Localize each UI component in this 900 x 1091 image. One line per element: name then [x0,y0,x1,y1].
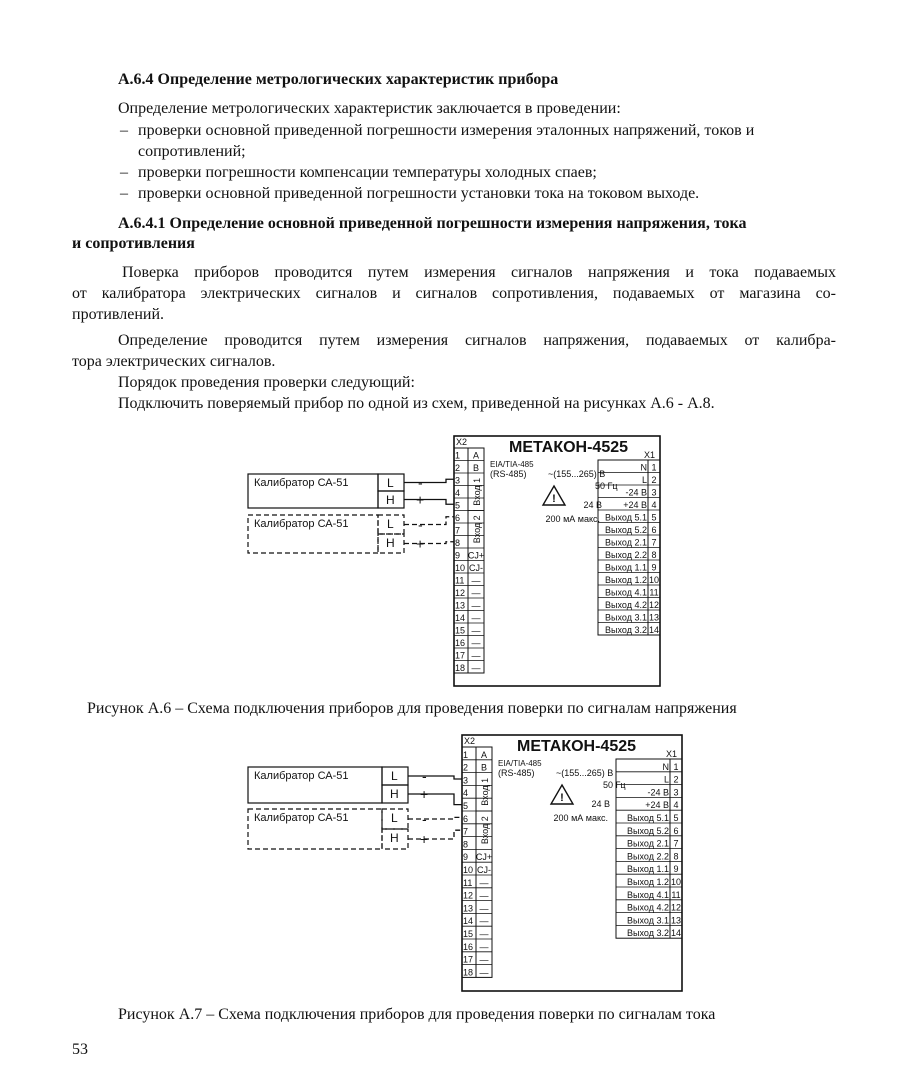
terminal-number: 7 [673,838,679,849]
terminal-block-x2-label: X2 [464,736,476,746]
minus-sign: - [418,474,423,491]
output-label: Выход 5.2 [605,525,647,535]
paragraph: Порядок проведения проверки следующий: [118,374,415,391]
terminal-number: 2 [651,475,657,485]
terminal-number: 9 [651,562,657,573]
terminal-number: 1 [651,462,657,473]
input-1-label: Вход 1 [472,477,482,506]
terminal-number: 11 [455,575,465,586]
supply-current-label: 200 мА макс. [553,813,608,823]
terminal-number: 10 [648,575,660,585]
terminal-number: 10 [670,877,682,887]
output-label: Выход 2.2 [627,851,669,862]
output-label: Выход 2.1 [627,838,669,849]
terminal-number: 4 [455,488,461,498]
mains-voltage-label: ~(155...265) В [556,768,614,778]
terminal-label: CJ- [469,563,483,573]
list-item: проверки основной приведенной погрешности установки тока на токовом выходе. [138,185,700,202]
terminal-number: 7 [455,525,461,536]
terminal-number: 11 [671,889,681,900]
mains-voltage-label: ~(155...265) В [548,469,606,479]
terminal-number: 5 [673,813,679,823]
terminal-number: 12 [463,890,474,901]
rs485-standard-label: EIA/TIA-485 [490,460,534,469]
terminal-number: 18 [463,967,474,978]
paragraph: от калибратора электрических сигналов и сигналов сопротивления, подаваемых от магазина со- [72,285,836,302]
plus-sign: + [416,491,425,508]
subsection-heading-continuation: и сопротивления [72,235,195,252]
minus-sign: - [418,516,423,533]
terminal-l-label: L [387,517,394,531]
output-label: Выход 4.1 [605,587,647,598]
terminal-number: 15 [463,929,474,939]
mains-frequency-label: 50 Гц [603,780,626,790]
wire-positive-optional [408,830,462,839]
terminal-l-label: L [391,769,398,783]
figure-caption-a6: Рисунок А.6 – Схема подключения приборов для проведения поверки по сигналам напряжения [87,700,737,717]
terminal-number: 13 [463,903,474,914]
terminal-number: 12 [670,902,682,913]
terminal-label: A [480,749,488,760]
output-label: Выход 4.1 [627,889,669,900]
subsection-heading: А.6.4.1 Определение основной приведенной погрешности измерения напряжения, тока [118,215,747,232]
terminal-block-x2-label: X2 [456,437,468,447]
terminal-label: — [479,916,489,927]
output-label: Выход 3.2 [605,625,647,635]
terminal-label: — [479,903,489,914]
plus-sign: + [420,831,429,847]
terminal-number: 12 [648,600,660,610]
calibrator-label: Калибратор СА-51 [254,477,349,489]
terminal-l-label: L [391,811,398,825]
output-label: Выход 1.1 [605,562,647,573]
terminal-number: 4 [651,500,657,510]
output-label: N [640,462,647,473]
terminal-label: — [471,575,481,586]
terminal-number: 2 [455,463,461,473]
output-label: -24 В [647,787,669,798]
terminal-number: 14 [455,613,466,623]
list-bullet: – [120,164,128,181]
wire-positive [404,500,454,505]
terminal-number: 14 [670,928,682,939]
output-label: N [662,761,669,772]
terminal-number: 10 [463,865,474,875]
terminal-label: — [471,588,481,598]
terminal-number: 8 [455,538,461,548]
output-label: Выход 2.2 [605,550,647,560]
terminal-number: 11 [649,587,659,598]
terminal-label: — [479,890,489,901]
output-label: +24 В [645,800,669,811]
minus-sign: - [422,768,427,784]
terminal-number: 2 [463,762,469,773]
list-bullet: – [120,185,128,202]
terminal-number: 14 [463,916,474,927]
list-item: проверки погрешности компенсации температуры холодных спаев; [138,164,597,181]
terminal-number: 1 [463,749,469,760]
terminal-label: CJ+ [467,550,485,561]
terminal-label: — [471,663,481,673]
terminal-number: 5 [651,512,657,523]
terminal-number: 8 [463,839,469,850]
terminal-number: 1 [673,761,679,772]
rs485-label: (RS-485) [498,768,535,778]
terminal-number: 9 [463,852,469,863]
terminal-number: 6 [651,525,657,535]
input-2-label: Вход 2 [480,816,490,845]
plus-sign: + [416,535,425,552]
terminal-number: 3 [455,475,461,486]
calibrator-label: Калибратор СА-51 [254,812,349,824]
plus-sign: + [420,786,429,802]
paragraph: противлений. [72,306,165,323]
output-label: +24 В [623,500,647,510]
terminal-label: A [472,450,480,461]
terminal-number: 3 [651,487,657,498]
terminal-number: 17 [455,650,466,661]
terminal-number: 13 [670,915,682,926]
output-label: Выход 1.2 [605,575,647,585]
page-number: 53 [72,1041,88,1058]
output-label: L [641,475,647,485]
wire-positive [408,794,462,805]
wire-positive-optional [404,542,454,544]
terminal-number: 3 [673,787,679,798]
terminal-number: 8 [651,550,657,560]
terminal-number: 3 [463,775,469,786]
terminal-number: 6 [455,513,461,523]
terminal-number: 5 [463,801,469,811]
warning-icon-mark: ! [552,493,556,505]
warning-icon-mark: ! [560,792,564,804]
section-heading: А.6.4 Определение метрологических характеристик прибора [118,71,559,88]
terminal-l-label: L [387,476,394,490]
output-label: Выход 3.1 [627,915,669,926]
output-label: Выход 3.2 [627,928,669,939]
terminal-h-label: H [386,536,395,550]
supply-voltage-label: 24 В [591,799,610,809]
terminal-block-x1-label: X1 [666,749,678,759]
terminal-number: 16 [463,941,474,952]
terminal-block-x1-label: X1 [644,450,656,460]
terminal-label: — [479,929,489,939]
terminal-label: CJ- [477,865,491,875]
wire-negative-optional [404,517,454,525]
terminal-label: — [471,625,481,636]
terminal-number: 8 [673,851,679,862]
supply-current-label: 200 мА макс. [545,514,600,524]
mains-frequency-label: 50 Гц [595,481,618,491]
terminal-h-label: H [386,493,395,507]
output-label: -24 В [625,487,647,498]
wiring-diagram-voltage [246,434,666,688]
device-name: МЕТАКОН-4525 [509,439,629,456]
terminal-number: 16 [455,638,466,648]
calibrator-label: Калибратор СА-51 [254,518,349,530]
terminal-number: 4 [673,800,679,811]
output-label: Выход 5.1 [627,813,669,823]
terminal-number: 1 [455,450,461,461]
list-item-continuation: сопротивлений; [138,143,246,160]
terminal-number: 14 [648,625,660,635]
terminal-label: B [480,762,488,773]
output-label: Выход 3.1 [605,612,647,623]
rs485-label: (RS-485) [490,469,527,479]
wire-negative [404,479,454,482]
output-label: Выход 5.2 [627,825,669,836]
terminal-label: — [471,638,481,648]
terminal-number: 6 [463,813,469,824]
calibrator-label: Калибратор СА-51 [254,770,349,782]
terminal-label: — [471,650,481,661]
terminal-h-label: H [390,831,399,845]
terminal-label: CJ+ [475,852,493,863]
terminal-label: — [479,954,489,965]
terminal-number: 4 [463,788,469,799]
terminal-number: 15 [455,625,466,636]
output-label: Выход 4.2 [605,600,647,610]
terminal-number: 7 [651,537,657,548]
terminal-number: 9 [673,864,679,875]
output-label: Выход 4.2 [627,902,669,913]
paragraph: Определение проводится путем измерения сигналов напряжения, подаваемых от калибра- [118,332,836,349]
minus-sign: - [422,811,427,827]
paragraph: тора электрических сигналов. [72,353,276,370]
wiring-diagram-current [246,733,686,993]
terminal-h-label: H [390,787,399,801]
terminal-label: — [471,600,481,611]
terminal-number: 13 [648,612,660,623]
terminal-number: 2 [673,774,679,785]
rs485-standard-label: EIA/TIA-485 [498,759,542,768]
paragraph: Поверка приборов проводится путем измерения сигналов напряжения и тока подаваемых [122,264,836,281]
output-label: Выход 2.1 [605,537,647,548]
input-1-label: Вход 1 [480,777,490,806]
output-label: L [663,774,669,785]
terminal-number: 5 [455,500,461,511]
wire-negative [408,776,462,779]
device-name: МЕТАКОН-4525 [517,738,637,755]
section-intro: Определение метрологических характеристик заключается в проведении: [118,100,621,117]
terminal-label: — [471,613,481,623]
terminal-number: 13 [455,600,466,611]
terminal-number: 12 [455,588,466,598]
terminal-label: B [472,463,480,473]
figure-caption-a7: Рисунок А.7 – Схема подключения приборов для проведения поверки по сигналам тока [118,1006,716,1023]
terminal-label: — [479,941,489,952]
list-item: проверки основной приведенной погрешности измерения эталонных напряжений, токов и [138,122,755,139]
terminal-number: 9 [455,550,461,561]
output-label: Выход 5.1 [605,512,647,523]
terminal-number: 10 [455,563,466,573]
list-bullet: – [120,122,128,139]
supply-voltage-label: 24 В [583,500,602,510]
output-label: Выход 1.2 [627,877,669,887]
output-label: Выход 1.1 [627,864,669,875]
terminal-number: 11 [463,877,473,888]
paragraph: Подключить поверяемый прибор по одной из схем, приведенной на рисунках А.6 - А.8. [118,395,715,412]
terminal-number: 18 [455,663,466,673]
input-2-label: Вход 2 [472,515,482,544]
terminal-label: — [479,877,489,888]
terminal-label: — [479,967,489,978]
terminal-number: 7 [463,826,469,837]
wire-negative-optional [408,817,462,819]
terminal-number: 6 [673,825,679,836]
terminal-number: 17 [463,954,474,965]
